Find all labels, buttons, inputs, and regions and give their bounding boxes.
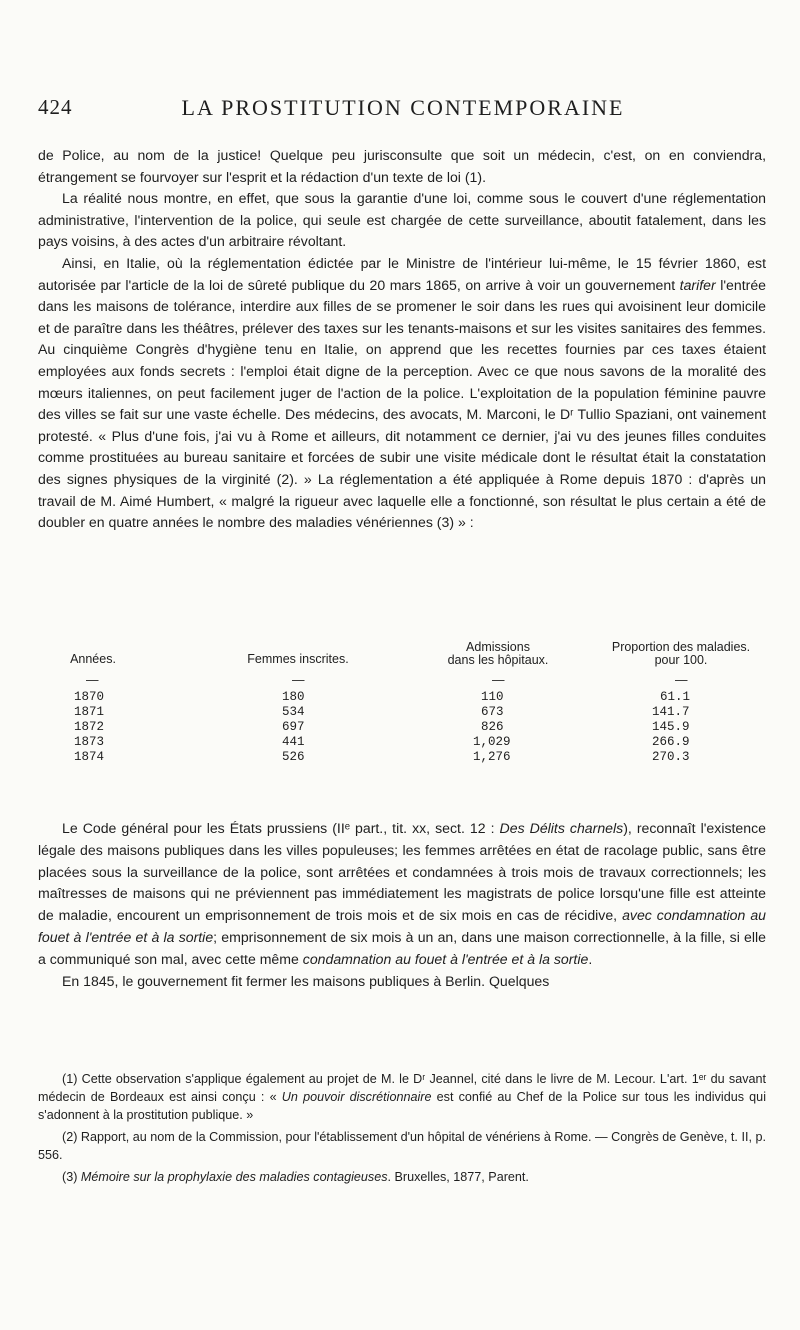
statistics-table [38, 640, 768, 765]
italic-run: Un pouvoir discrétionnaire [281, 1090, 432, 1104]
text-run: (3) [62, 1170, 81, 1184]
cell-women: 526 [282, 750, 305, 764]
col-years-header: Années. [70, 652, 116, 666]
cell-proportion: 145.9 [652, 720, 690, 734]
paragraph: de Police, au nom de la justice! Quelque peu jurisconsulte que soit un médecin, c'est, on en conviendra, étrangement se fourvoyer sur l'esprit et la rédaction d'un texte de loi (1). [38, 147, 766, 185]
footnote-3 [38, 1168, 766, 1186]
paragraph [38, 818, 766, 971]
italic-run: avec condamnation au fouet à l'entrée et à la sortie [38, 907, 766, 945]
italic-run: tarifer [679, 276, 716, 293]
cell-year: 1870 [74, 690, 105, 704]
col-women-header: Femmes inscrites. [247, 652, 349, 666]
page-number: 424 [38, 95, 73, 119]
italic-run: Mémoire sur la prophylaxie des maladies contagieuses [80, 1170, 388, 1184]
page-header [38, 95, 768, 131]
footnote-1 [38, 1070, 766, 1124]
cell-admissions: 673 [481, 705, 504, 719]
dash: — [292, 673, 305, 687]
text-run: ), reconnaît l'existence légale des maisons publiques dans les villes populeuses; les femmes arrêtées en état de racolage public, sans être placées sous la surveillance de la police, sont arrêtées et condamnées à trois mois de travaux correctionnels; les maîtresses de maisons qui ne préviennent pas immédiatement les magistrats de police lorsqu'une fille est atteinte de maladie, encourent un emprisonnement de trois mois et de six mois en cas de récidive, [38, 820, 766, 924]
main-text [38, 145, 766, 534]
cell-year: 1872 [74, 720, 105, 734]
table-row [38, 750, 768, 765]
paragraph: En 1845, le gouvernement fit fermer les maisons publiques à Berlin. Quelques [62, 972, 550, 989]
dash: — [86, 673, 99, 687]
text-run: . [588, 950, 593, 967]
cell-admissions: 1,276 [473, 750, 511, 764]
paragraph [38, 253, 766, 534]
cell-women: 441 [282, 735, 305, 749]
text-run: ; emprisonnement de six mois à un an, dans une maison correctionnelle, à la fille, si elle a communiqué son mal, avec cette même [38, 928, 766, 967]
cell-proportion: 270.3 [652, 750, 690, 764]
footnote-2: (2) Rapport, au nom de la Commission, pour l'établissement d'un hôpital de vénériens à Rome. — Congrès de Genève, t. II, p. 556. [38, 1130, 766, 1162]
table-body [38, 690, 768, 765]
col-admissions-header-2: dans les hôpitaux. [447, 653, 549, 667]
cell-year: 1874 [74, 750, 105, 764]
paragraph: La réalité nous montre, en effet, que sous la garantie d'une loi, comme sous le couvert d'une réglementation administrative, l'intervention de la police, qui seule est chargée de cette surveillance, aboutit fatalement, dans les pays voisins, à des actes d'un arbitraire révoltant. [38, 190, 766, 250]
table-header [38, 640, 768, 674]
table-dashes [38, 674, 768, 686]
table-row [38, 690, 768, 705]
col-proportion-header-1: Proportion des maladies. [611, 640, 751, 654]
cell-admissions: 1,029 [473, 735, 511, 749]
col-proportion-header-2: pour 100. [654, 653, 708, 667]
text-run: est confié au Chef de la Police sur tous les individus qui s'adonnent à la prostitution publique. » [38, 1090, 766, 1122]
italic-run: condamnation au fouet à l'entrée et à la sortie [302, 950, 589, 967]
main-text-continued [38, 818, 766, 992]
footnotes [38, 1070, 766, 1190]
cell-women: 697 [282, 720, 305, 734]
dash: — [492, 673, 505, 687]
text-run: Ainsi, en Italie, où la réglementation édictée par le Ministre de l'intérieur lui-même, le 15 février 1860, est autorisée par l'article de la loi de sûreté publique du 20 mars 1865, on arrive à voir un gouvernement [38, 254, 766, 293]
cell-women: 534 [282, 705, 305, 719]
cell-proportion: 266.9 [652, 735, 690, 749]
table-row [38, 720, 768, 735]
text-run: . Bruxelles, 1877, Parent. [387, 1170, 529, 1184]
cell-admissions: 110 [481, 690, 504, 704]
cell-admissions: 826 [481, 720, 504, 734]
table-row [38, 705, 768, 720]
running-title: LA PROSTITUTION CONTEMPORAINE [181, 95, 625, 120]
text-run: l'entrée dans les maisons de tolérance, interdire aux filles de se promener le soir dans les rues qui avoisinent leur domicile et de paraître dans les théâtres, prélever des taxes sur les tenants-maisons et sur les visites sanitaires des femmes. Au cinquième Congrès d'hygiène tenu en Italie, on apprend que les recettes fournies par ces taxes étaient employées aux fonds secrets : l'emploi était digne de la perception. Avec ce que nous savons de la moralité des mœurs italiennes, on peut facilement juger de l'action de la police. L'exploitation de la population féminine pauvre des villes se fait sur une vaste échelle. Des médecins, des avocats, M. Marconi, le Dʳ Tullio Spaziani, ont vainement protesté. « Plus d'une fois, j'ai vu à Rome et ailleurs, dit notamment ce dernier, j'ai vu des jeunes filles conduites comme prostituées au bureau sanitaire et forcées de subir une visite médicale dont le résultat était la constatation des signes physiques de la virginité (2). » La réglementation a été appliquée à Rome depuis 1870 : d'après un travail de M. Aimé Humbert, « malgré la rigueur avec laquelle elle a fonctionné, son résultat le plus certain a été de doubler en quatre années le nombre des maladies vénériennes (3) » : [38, 276, 767, 531]
cell-year: 1873 [74, 735, 105, 749]
table-row [38, 735, 768, 750]
cell-proportion: 141.7 [652, 705, 690, 719]
cell-year: 1871 [74, 705, 105, 719]
cell-women: 180 [282, 690, 305, 704]
italic-run: Des Délits charnels [499, 820, 624, 836]
col-admissions-header-1: Admissions [466, 640, 530, 654]
text-run: Le Code général pour les États prussiens (IIᵉ part., tit. xx, sect. 12 : [62, 820, 500, 836]
text-run: (1) Cette observation s'applique également au projet de M. le Dʳ Jeannel, cité dans le livre de M. Lecour. L'art. 1ᵉʳ du savant médecin de Bordeaux est ainsi conçu : « [38, 1072, 766, 1104]
dash: — [675, 673, 688, 687]
cell-proportion: 61.1 [660, 690, 691, 704]
